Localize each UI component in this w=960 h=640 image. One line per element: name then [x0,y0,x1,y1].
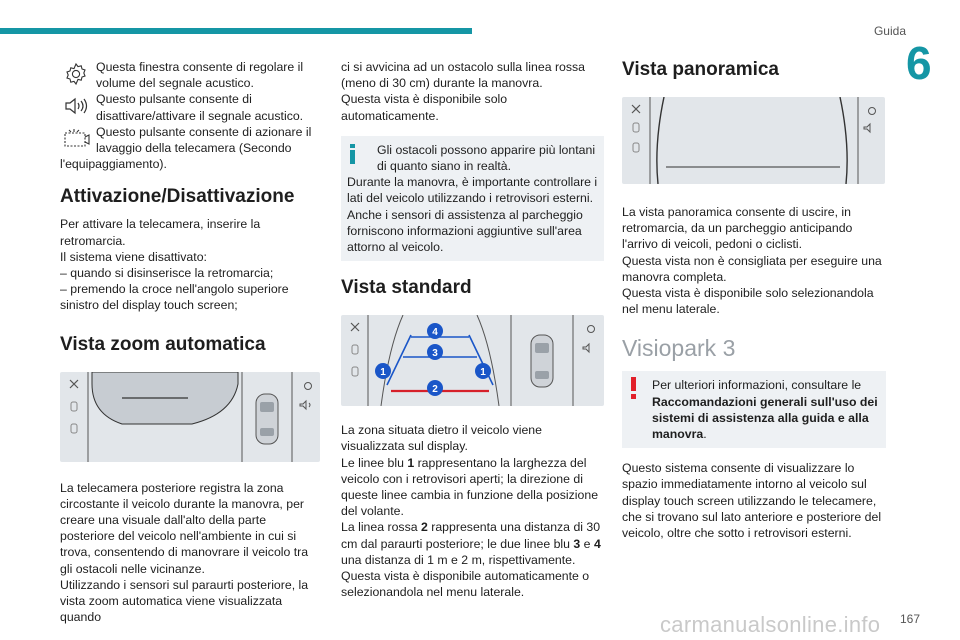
close-icon [70,380,78,388]
heading-standard: Vista standard [341,277,472,299]
heading-visiopark: Visiopark 3 [622,335,736,362]
zoom-view-screenshot [60,372,320,462]
speaker-icon [60,91,91,121]
heading-panoramica: Vista panoramica [622,59,780,80]
close-icon [632,105,640,113]
paragraph: La telecamera posteriore registra la zona circostante il veicolo durante la manovra, per creare una visuale dall'alto della parte posteriore del veicolo nell'ambiente in cui si trova, consentendo di manovrare il veicolo tra gli ostacoli nelle vicinanze. [60,480,309,576]
car-icon [531,335,553,387]
car-icon [256,394,278,444]
header-accent-bar [0,28,472,34]
standard-view-screenshot [341,315,604,406]
row-text: Questo pulsante consente di disattivare/attivare il segnale acustico. [96,92,304,123]
paragraph: Per attivare la telecamera, inserire la retromarcia. [60,217,261,248]
paragraph: Il sistema viene disattivato: [60,249,207,264]
chapter-number: 6 [906,37,932,89]
camera-wash-icon [60,124,91,154]
note-text: Anche i sensori di assistenza al parcheggio forniscono informazioni aggiuntive sull'area attorno al veicolo. [347,207,583,255]
paragraph: Questa vista è disponibile solo automaticamente. [341,92,508,123]
column-1 [60,59,322,625]
guide-label-1-right: 1 [480,367,486,379]
close-icon [351,323,359,331]
paragraph: La linea rossa 2 rappresenta una distanza di 30 cm dal paraurti posteriore; le due linee blu 3 e 4 una distanza di 1 m e 2 m, rispettivamente. [341,520,601,567]
warning-icon [629,377,639,403]
column-3 [622,59,886,541]
note-text: Durante la manovra, è importante controllare i lati del veicolo utilizzando i retrovisori esterni. [347,175,598,206]
sensor-icon [71,402,77,433]
row-text: Questo pulsante consente di azionare il lavaggio della telecamera (Secondo [96,124,312,156]
heading-zoom: Vista zoom automatica [60,333,266,355]
warning-note [622,371,886,448]
note-text: Gli ostacoli possono apparire più lontani di quanto siano in realtà. [377,142,596,174]
paragraph: Questa vista non è consigliata per eseguire una manovra completa. [622,253,882,284]
guide-label-4: 4 [432,327,438,339]
speaker-icon [300,401,310,409]
list-item: – quando si disinserisce la retromarcia; [60,266,274,281]
warning-text: Per ulteriori informazioni, consultare le Raccomandazioni generali sull'uso dei sistemi di assistenza alla guida e alla manovra. [652,378,878,442]
icon-row-volume [60,59,322,91]
icon-row-sound [60,91,322,123]
paragraph: Questo sistema consente di visualizzare lo spazio immediatamente intorno al veicolo sul display touch screen utilizzando le telecamere, che si trovano sul lato anteriore e posteriore del veicolo, oltre che sotto i retrovisori esterni. [622,461,882,541]
paragraph: Questa vista è disponibile solo selezionandola nel menu laterale. [622,286,874,317]
info-note [341,136,604,261]
row-text-continued: l'equipaggiamento). [60,157,167,172]
paragraph: La vista panoramica consente di uscire, in retromarcia, da un parcheggio anticipando l'arrivo di veicoli, pedoni o ciclisti. [622,205,853,252]
gear-icon [60,59,91,89]
heading-attivazione: Attivazione/Disattivazione [60,186,295,208]
paragraph: ci si avvicina ad un ostacolo sulla linea rossa (meno di 30 cm) durante la manovra. [341,60,586,91]
gear-icon [305,382,312,389]
guide-lines [387,335,493,385]
guide-label-3: 3 [432,348,438,360]
column-2 [341,59,604,600]
info-icon [348,144,358,168]
panoramic-view-screenshot [622,97,885,184]
row-text: Questa finestra consente di regolare il volume del segnale acustico. [96,60,304,91]
icon-row-wash [60,124,322,156]
paragraph: Le linee blu 1 rappresentano la larghezza del veicolo con i retrovisori aperti; la direzione di queste linee cambia in funzione della posizione del volante. [341,455,599,519]
page-number: 167 [899,612,920,626]
paragraph: La zona situata dietro il veicolo viene visualizzata sul display. [341,423,542,454]
guide-label-1-left: 1 [380,367,386,379]
watermark: carmanualsonline.info [660,612,881,637]
section-title: Guida [873,24,906,38]
guide-label-2: 2 [432,384,438,396]
list-item: – premendo la croce nell'angolo superiore sinistro del display touch screen; [60,282,289,313]
paragraph: Utilizzando i sensori sul paraurti posteriore, la vista zoom automatica viene visualizzata quando [60,577,309,625]
paragraph: Questa vista è disponibile automaticamente o selezionandola nel menu laterale. [341,569,590,600]
